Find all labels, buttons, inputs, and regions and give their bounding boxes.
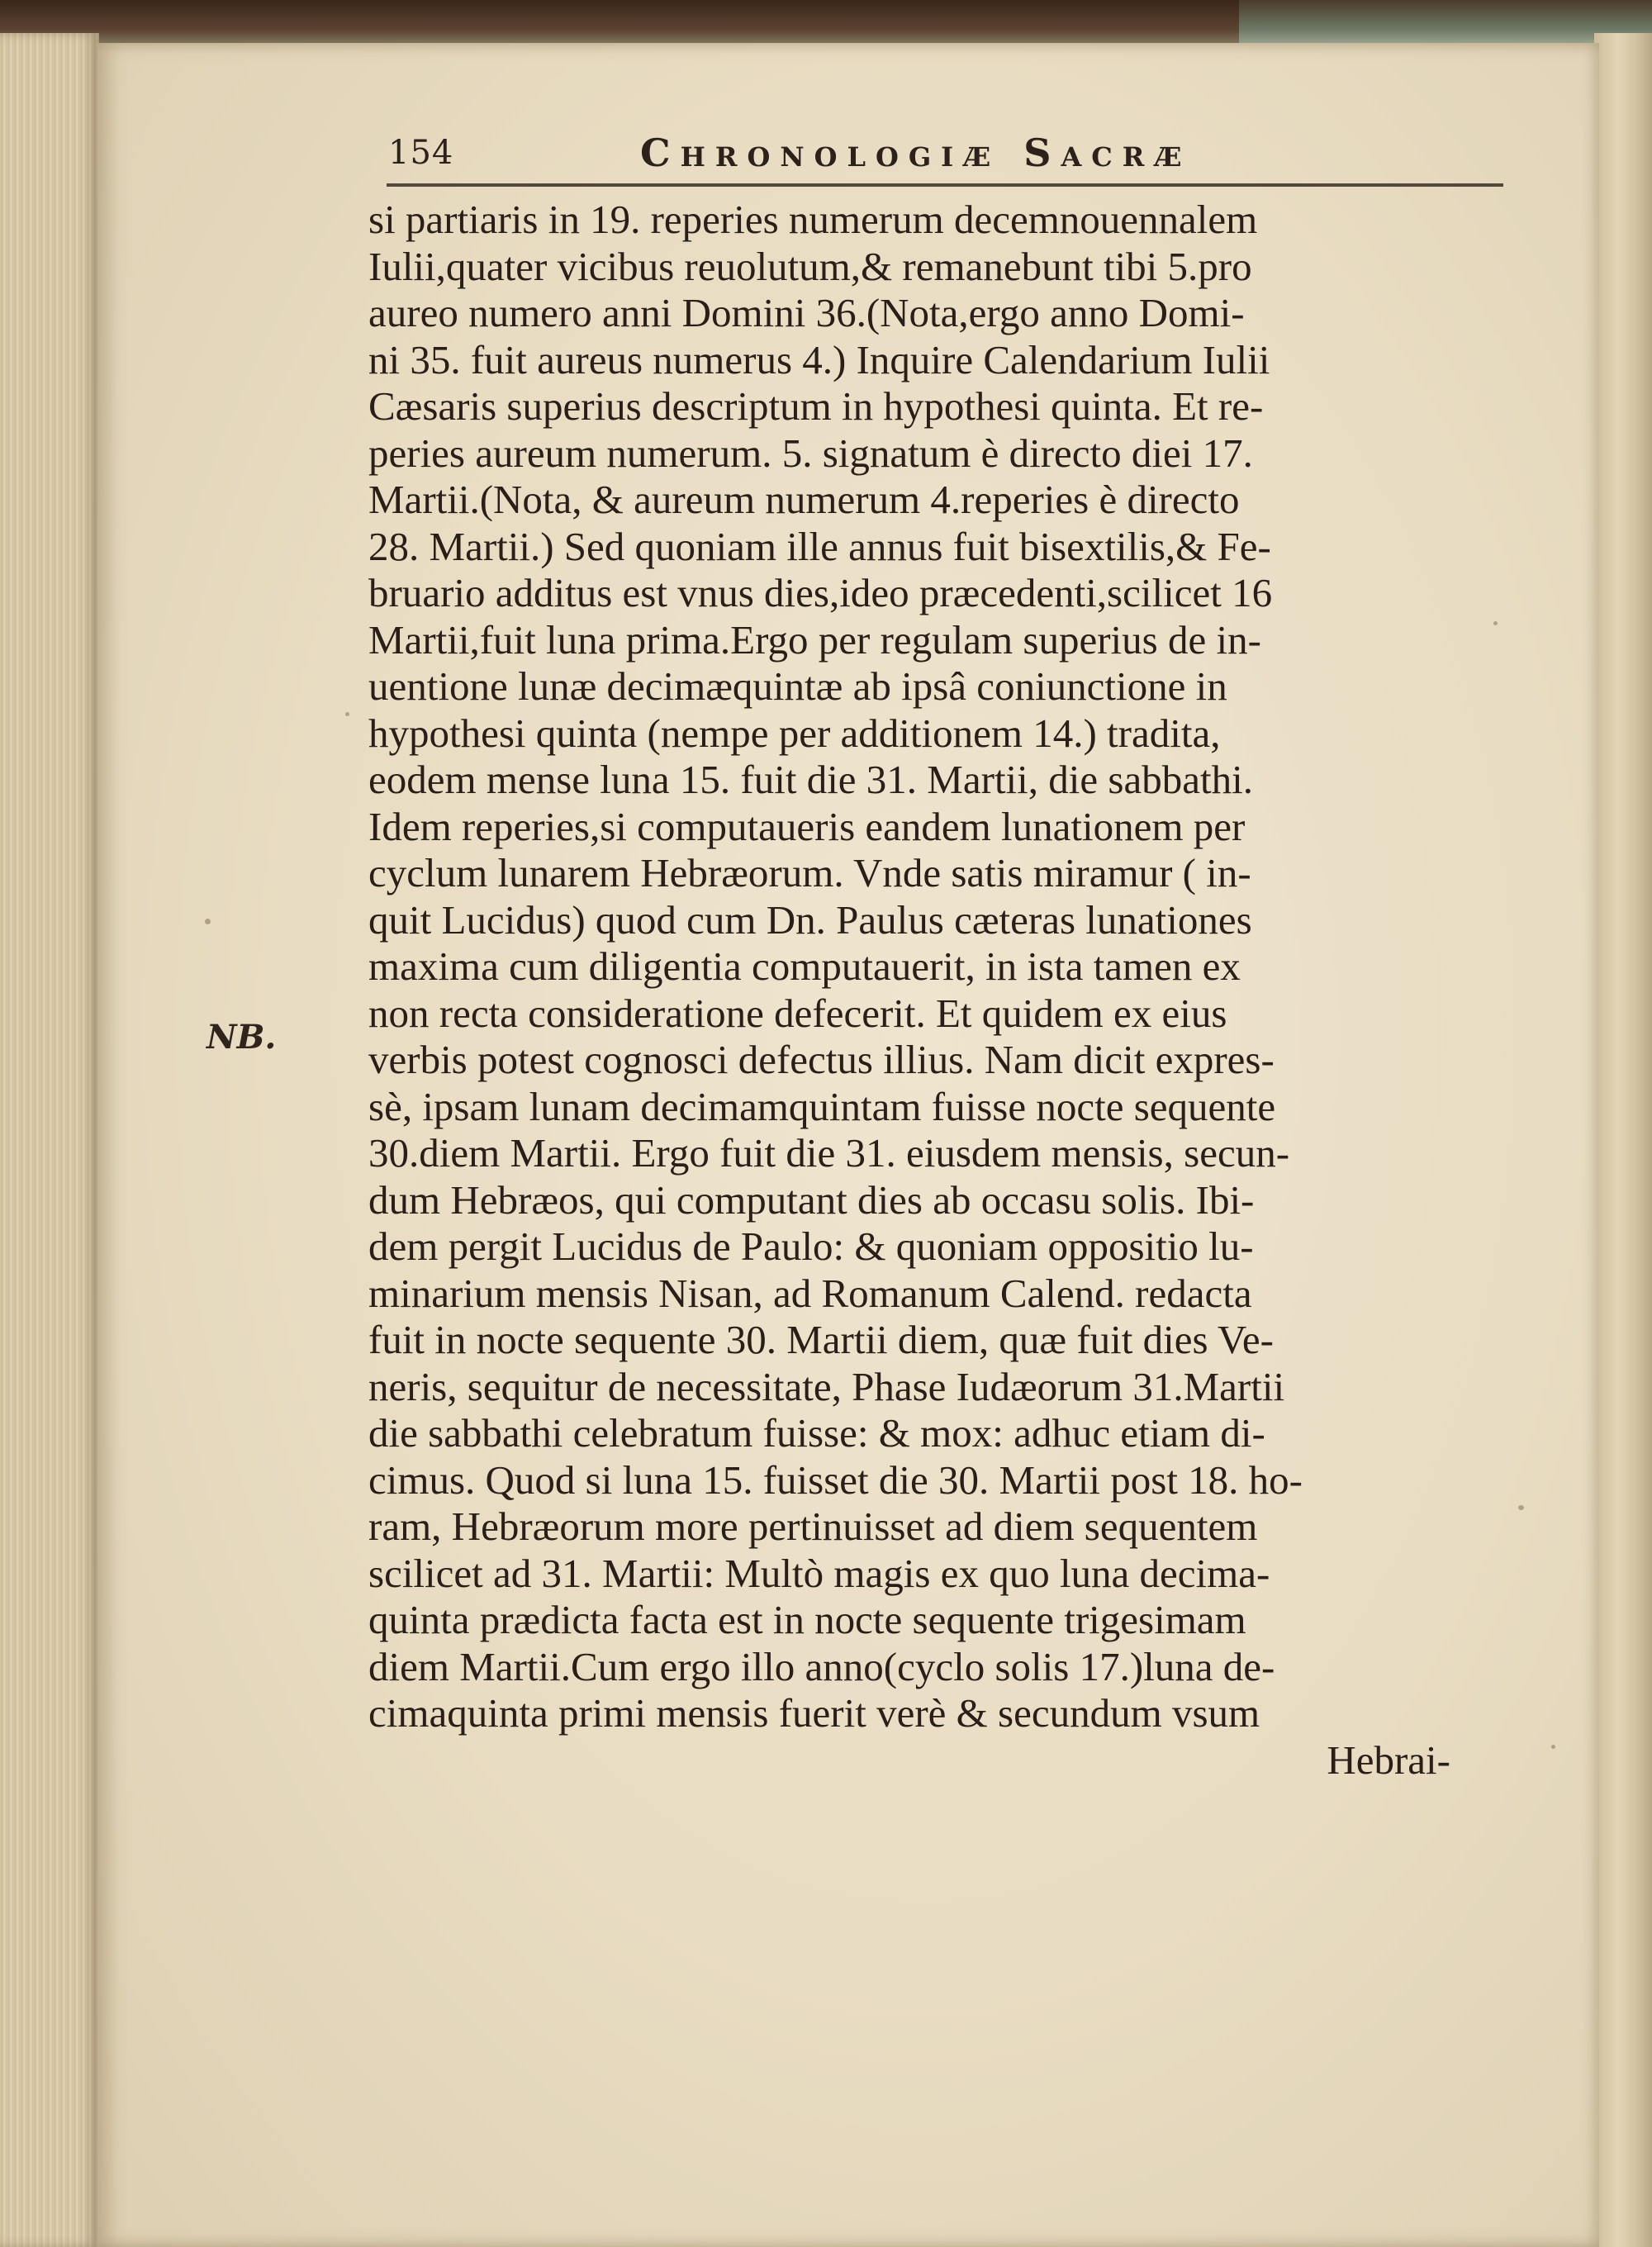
body-text (368, 197, 1492, 1784)
text-line: si partiaris in 19. reperies numerum decemnouennalem (368, 197, 1258, 242)
margin-note: NB. (206, 1018, 277, 1057)
text-line: Cæsaris superius descriptum in hypothesi quinta. Et re- (368, 383, 1264, 429)
text-line: eodem mense luna 15. fuit die 31. Martii, die sabbathi. (368, 757, 1253, 802)
text-line: ni 35. fuit aureus numerus 4.) Inquire Calendarium Iulii (368, 336, 1270, 382)
text-line: cimaquinta primi mensis fuerit verè & secundum vsum (368, 1690, 1260, 1736)
text-line: Idem reperies,si computaueris eandem lunationem per (368, 803, 1246, 849)
text-line: quinta prædicta facta est in nocte sequente trigesimam (368, 1597, 1246, 1642)
text-line: ram, Hebræorum more pertinuisset ad diem sequentem (368, 1504, 1258, 1549)
left-page-stack (0, 33, 99, 2247)
text-line: peries aureum numerum. 5. signatum è directo diei 17. (368, 430, 1253, 476)
text-line: quit Lucidus) quod cum Dn. Paulus cæteras lunationes (368, 896, 1252, 943)
text-line: 30.diem Martii. Ergo fuit die 31. eiusdem mensis, secun- (368, 1130, 1290, 1176)
text-line: hypothesi quinta (nempe per additionem 14.) tradita, (368, 710, 1221, 756)
text-line: aureo numero anni Domini 36.(Nota,ergo anno Domi- (368, 290, 1245, 335)
running-head-title: Chronologiæ Sacræ (640, 131, 1192, 175)
text-line: minarium mensis Nisan, ad Romanum Calend. redacta (368, 1270, 1252, 1316)
paper-speck (1493, 621, 1498, 625)
text-line: diem Martii.Cum ergo illo anno(cyclo solis 17.)luna de- (368, 1643, 1275, 1689)
paper-speck (205, 919, 211, 924)
text-line: Iulii,quater vicibus reuolutum,& remanebunt tibi 5.pro (368, 243, 1252, 289)
paper-speck (1518, 1505, 1524, 1510)
text-line: uentione lunæ decimæquintæ ab ipsâ coniunctione in (368, 663, 1227, 709)
text-line: cimus. Quod si luna 15. fuisset die 30. Martii post 18. ho- (368, 1456, 1303, 1503)
text-line: 28. Martii.) Sed quoniam ille annus fuit bisextilis,& Fe- (368, 523, 1271, 569)
text-line: dem pergit Lucidus de Paulo: & quoniam oppositio lu- (368, 1223, 1254, 1269)
text-line: Martii,fuit luna prima.Ergo per regulam superius de in- (368, 616, 1261, 663)
text-line: maxima cum diligentia computauerit, in ista tamen ex (368, 943, 1241, 989)
text-line: sè, ipsam lunam decimamquintam fuisse nocte sequente (368, 1083, 1276, 1129)
running-head (388, 131, 1578, 182)
page-number: 154 (388, 134, 454, 172)
paper-speck (345, 712, 349, 716)
text-line: scilicet ad 31. Martii: Multò magis ex quo luna decima- (368, 1550, 1270, 1596)
right-page-edge (1594, 33, 1652, 2247)
running-head-rule (387, 183, 1503, 187)
text-line: neris, sequitur de necessitate, Phase Iudæorum 31.Martii (368, 1363, 1285, 1409)
text-line: Martii.(Nota, & aureum numerum 4.reperies è directo (368, 477, 1240, 522)
text-line: bruario additus est vnus dies,ideo præcedenti,scilicet 16 (368, 570, 1273, 615)
text-line: fuit in nocte sequente 30. Martii diem, quæ fuit dies Ve- (368, 1317, 1274, 1362)
text-line: die sabbathi celebratum fuisse: & mox: adhuc etiam di- (368, 1410, 1265, 1456)
catchword: Hebrai- (1327, 1736, 1450, 1783)
paper-speck (1551, 1745, 1555, 1749)
text-line: dum Hebræos, qui computant dies ab occasu solis. Ibi- (368, 1176, 1255, 1223)
text-line: cyclum lunarem Hebræorum. Vnde satis miramur ( in- (368, 850, 1251, 895)
text-line: verbis potest cognosci defectus illius. Nam dicit expres- (368, 1037, 1275, 1082)
text-line: non recta consideratione defecerit. Et quidem ex eius (368, 990, 1227, 1036)
cover-board-edge (1239, 0, 1652, 43)
